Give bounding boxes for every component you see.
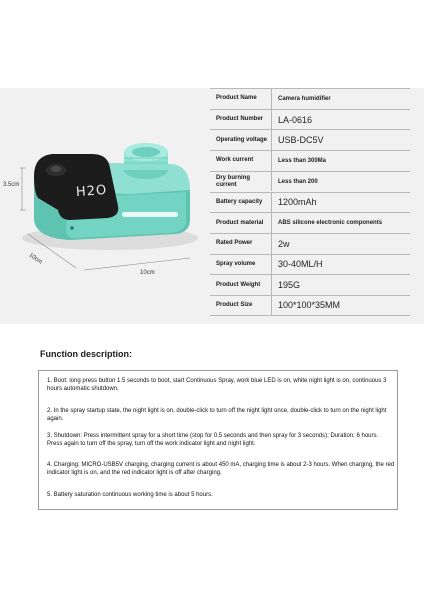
spec-row-product-material xyxy=(210,212,410,233)
spec-value: USB-DC5V xyxy=(278,135,324,146)
spec-label: Dry burning current xyxy=(210,172,272,192)
spec-value: 30-40ML/H xyxy=(278,259,323,270)
display-text: H2O xyxy=(75,182,108,201)
spec-value: LA-0616 xyxy=(278,114,313,125)
function-title: Function description: xyxy=(40,349,132,359)
spec-row-battery-capacity xyxy=(210,192,410,213)
spec-row-rated-power xyxy=(210,233,410,254)
spec-label: Product Number xyxy=(210,110,272,130)
spec-value: ABS silicone electronic components xyxy=(278,220,383,227)
spec-label: Product Size xyxy=(210,296,272,315)
spec-label: Spray volume xyxy=(210,255,272,275)
spec-label: Work current xyxy=(210,151,272,171)
spec-label: Product material xyxy=(210,213,272,233)
spec-label: Operating voltage xyxy=(210,130,272,150)
spec-value: 195G xyxy=(278,280,301,291)
product-illustration xyxy=(0,88,210,324)
spec-value: Less than 300Ma xyxy=(278,157,327,164)
spec-value: 2w xyxy=(278,238,290,249)
function-item: 1. Boot: long press button 1.5 seconds to boot, start Continuous Spray, work blue LED is on, white night light is on, continuous 3 hours automatic shutdown. xyxy=(47,378,387,392)
spec-label: Battery capacity xyxy=(210,193,272,213)
spec-row-product-name xyxy=(210,88,410,109)
spec-row-product-number xyxy=(210,109,410,130)
spec-label: Product Name xyxy=(210,89,272,109)
function-item: 3. Shutdown: Press intermittent spray for a short time (stop for 0.5 seconds and then spray for 3 seconds); Duration: 6 hours. Press again to turn off the spray, turn off the work indicator light and night light. xyxy=(47,433,379,447)
spec-row-operating-voltage xyxy=(210,129,410,150)
spec-row-work-current xyxy=(210,150,410,171)
spec-value: 1200mAh xyxy=(278,197,317,208)
humidifier-image xyxy=(0,88,210,324)
spec-label: Product Weight xyxy=(210,275,272,295)
spec-label: Rated Power xyxy=(210,234,272,254)
spec-row-product-size xyxy=(210,295,410,316)
spec-value: Less than 200 xyxy=(278,178,318,185)
function-item: 5. Battery saturation continuous working time is about 5 hours. xyxy=(47,492,213,498)
spec-value: 100*100*35MM xyxy=(278,300,341,311)
spec-value: Camera humidifier xyxy=(278,95,331,102)
function-item: 2. In the spray startup state, the night light is on, double-click to turn off the night light once, double-click to turn on the night light again. xyxy=(47,408,387,422)
spec-row-spray-volume xyxy=(210,254,410,275)
function-item: 4. Charging: MICRO-USB5V charging, charging current is about 450 mA, charging time is about 2-3 hours. When charging, the red indicator light is on, and the red indicator light is off after charging. xyxy=(47,462,395,476)
spec-table xyxy=(210,88,410,314)
dimension-depth-label: 10cm xyxy=(27,252,44,266)
dimension-width-label: 10cm xyxy=(140,270,155,276)
function-box xyxy=(38,370,398,510)
spec-row-product-weight xyxy=(210,274,410,295)
spec-row-dry-burning-current xyxy=(210,171,410,192)
dimension-height-label: 3.5cm xyxy=(3,182,20,188)
